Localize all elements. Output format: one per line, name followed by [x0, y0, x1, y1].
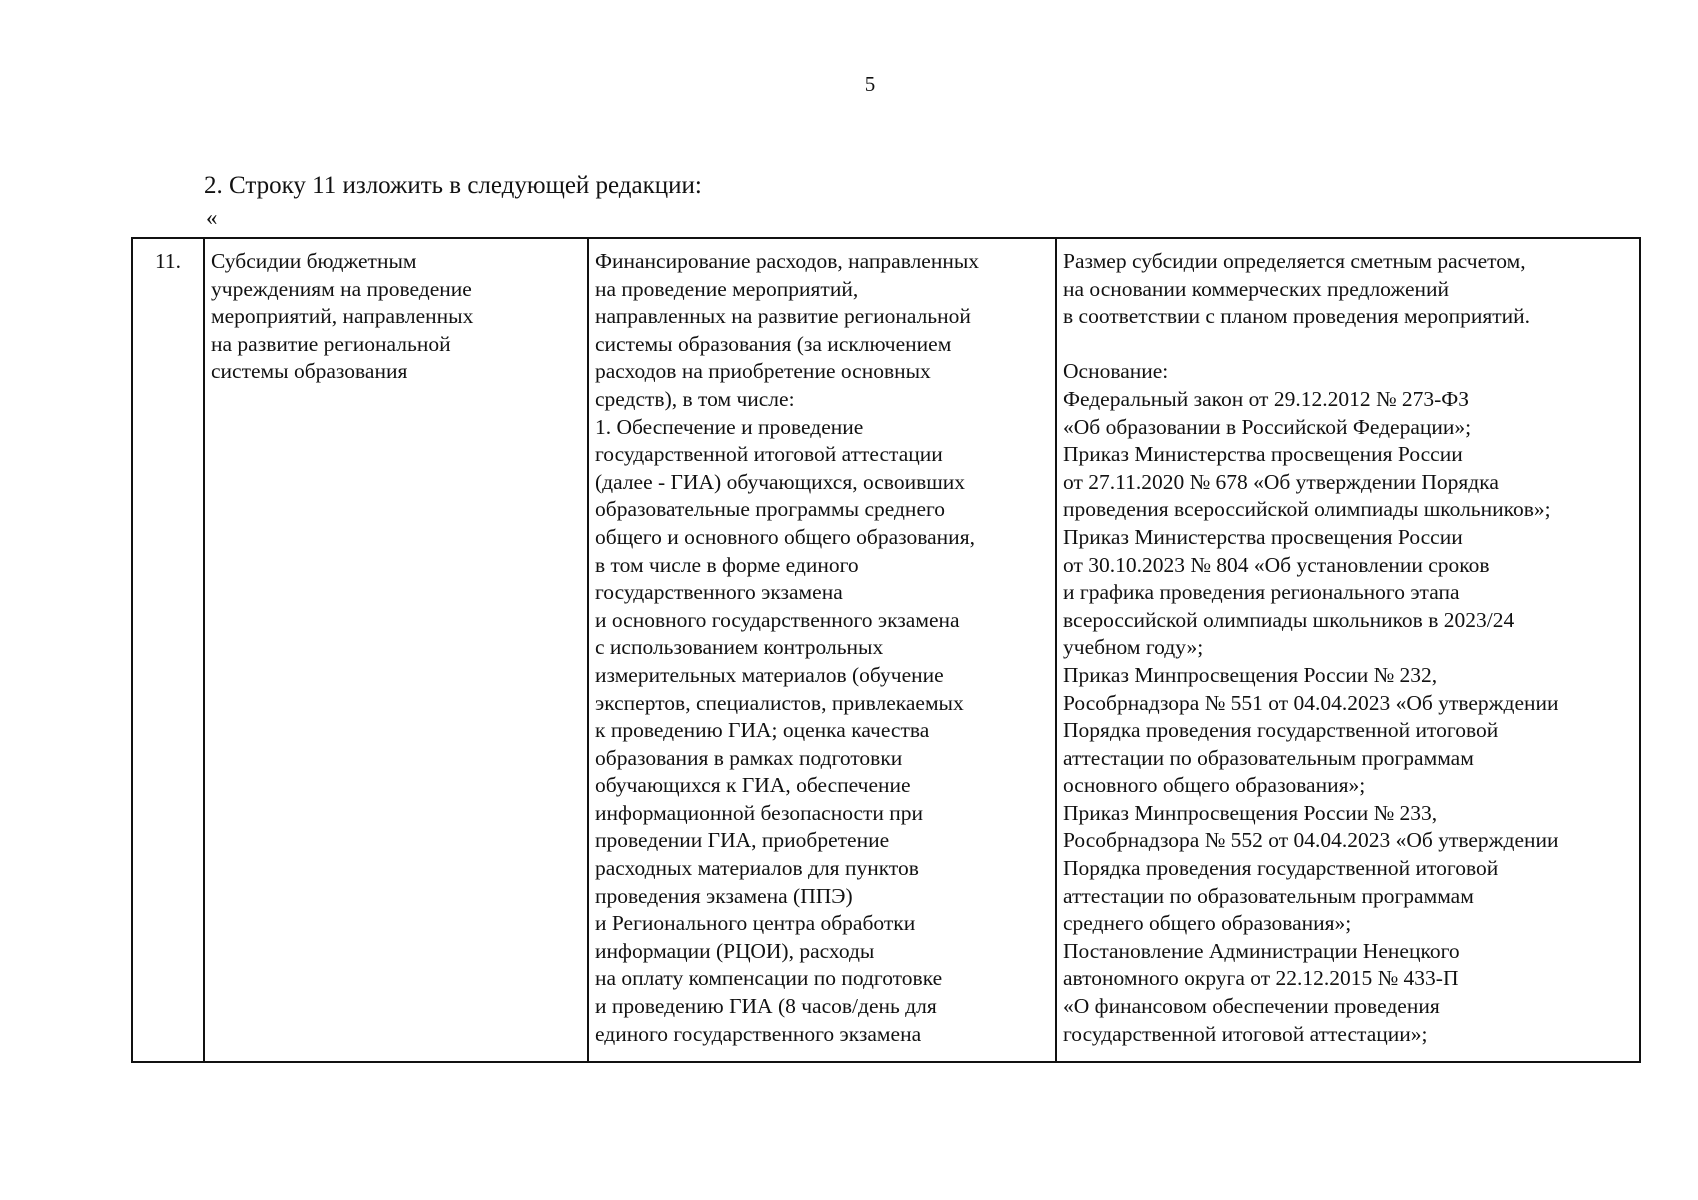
expense-description-line: и проведению ГИА (8 часов/день для: [595, 994, 937, 1019]
subsidy-size-line: Размер субсидии определяется сметным расчетом,: [1063, 249, 1526, 273]
paragraph-gap: [1063, 331, 1635, 359]
expense-description-line: на оплату компенсации по подготовке: [595, 966, 943, 991]
expense-name-line: Субсидии бюджетным: [211, 249, 417, 273]
expense-description-line: направленных на развитие региональной: [595, 304, 971, 329]
legal-basis-line: «О финансовом обеспечении проведения: [1063, 994, 1440, 1019]
expense-description-line: обучающихся к ГИА, обеспечение: [595, 773, 911, 798]
legal-basis-line: Основание:: [1063, 359, 1169, 384]
expense-description-line: и Регионального центра обработки: [595, 911, 916, 936]
legal-basis-line: Приказ Министерства просвещения России: [1063, 442, 1463, 467]
expense-description-cell: [588, 238, 1056, 1062]
expense-description-line: единого государственного экзамена: [595, 1021, 922, 1046]
legal-basis-line: аттестации по образовательным программам: [1063, 745, 1474, 770]
expense-description-line: общего и основного общего образования,: [595, 524, 975, 549]
subsidy-size-line: на основании коммерческих предложений: [1063, 276, 1450, 301]
opening-quote-mark: «: [206, 205, 218, 230]
legal-basis-line: среднего общего образования»;: [1063, 911, 1352, 936]
row-number-cell: [132, 238, 204, 1062]
legal-basis-line: от 27.11.2020 № 678 «Об утверждении Порядка: [1063, 469, 1499, 494]
legal-basis-line: Рособрнадзора № 552 от 04.04.2023 «Об утверждении: [1063, 828, 1559, 853]
subsidy-size-line: в соответствии с планом проведения мероприятий.: [1063, 304, 1531, 329]
expense-description-line: к проведению ГИА; оценка качества: [595, 718, 930, 743]
legal-basis-line: всероссийской олимпиады школьников в 2023/24: [1063, 607, 1515, 632]
legal-basis-line: Порядка проведения государственной итоговой: [1063, 718, 1499, 743]
expense-description-line: образования в рамках подготовки: [595, 745, 903, 770]
calculation-basis-cell: [1056, 238, 1640, 1062]
legal-basis-line: Постановление Администрации Ненецкого: [1063, 938, 1460, 963]
page-number: 5: [864, 72, 876, 96]
expense-description-line: (далее - ГИА) обучающихся, освоивших: [595, 469, 966, 494]
amendment-table: [131, 237, 1641, 1063]
expense-description-line: системы образования (за исключением: [595, 331, 952, 356]
legal-basis-line: Федеральный закон от 29.12.2012 № 273-ФЗ: [1063, 386, 1470, 411]
expense-description-text: [595, 248, 1051, 1048]
legal-basis-line: проведения всероссийской олимпиады школьников»;: [1063, 497, 1551, 522]
expense-description-line: с использованием контрольных: [595, 635, 884, 660]
expense-description-line: в том числе в форме единого: [595, 552, 859, 577]
expense-name-text: [211, 248, 583, 386]
expense-description-line: экспертов, специалистов, привлекаемых: [595, 690, 964, 715]
expense-description-line: информационной безопасности при: [595, 800, 924, 825]
expense-description-line: измерительных материалов (обучение: [595, 662, 944, 687]
expense-description-line: государственного экзамена: [595, 580, 843, 605]
expense-description-line: проведения экзамена (ППЭ): [595, 883, 853, 908]
expense-description-line: 1. Обеспечение и проведение: [595, 414, 864, 439]
expense-description-line: на проведение мероприятий,: [595, 276, 859, 301]
legal-basis-line: основного общего образования»;: [1063, 773, 1366, 798]
table-row: [132, 238, 1640, 1062]
legal-basis-line: Приказ Минпросвещения России № 233,: [1063, 800, 1438, 825]
expense-description-line: проведении ГИА, приобретение: [595, 828, 890, 853]
expense-name-cell: [204, 238, 588, 1062]
expense-description-line: и основного государственного экзамена: [595, 607, 960, 632]
subsidy-size-text: [1063, 248, 1635, 331]
row-number: 11.: [154, 249, 182, 273]
expense-description-line: образовательные программы среднего: [595, 497, 946, 522]
expense-name-line: мероприятий, направленных: [211, 304, 474, 329]
legal-basis-line: государственной итоговой аттестации»;: [1063, 1021, 1428, 1046]
legal-basis-line: автономного округа от 22.12.2015 № 433-П: [1063, 966, 1459, 991]
legal-basis-line: Порядка проведения государственной итоговой: [1063, 856, 1499, 881]
expense-description-line: расходов на приобретение основных: [595, 359, 931, 384]
expense-description-line: информации (РЦОИ), расходы: [595, 938, 875, 963]
legal-basis-line: Рособрнадзора № 551 от 04.04.2023 «Об утверждении: [1063, 690, 1559, 715]
legal-basis-line: «Об образовании в Российской Федерации»;: [1063, 414, 1472, 439]
expense-description-line: государственной итоговой аттестации: [595, 442, 943, 467]
expense-name-line: системы образования: [211, 359, 408, 384]
legal-basis-line: Приказ Минпросвещения России № 232,: [1063, 662, 1438, 687]
expense-name-line: на развитие региональной: [211, 331, 451, 356]
legal-basis-line: учебном году»;: [1063, 635, 1204, 660]
legal-basis-line: аттестации по образовательным программам: [1063, 883, 1474, 908]
legal-basis-line: Приказ Министерства просвещения России: [1063, 524, 1463, 549]
expense-description-line: Финансирование расходов, направленных: [595, 249, 980, 273]
expense-description-line: средств), в том числе:: [595, 386, 795, 411]
expense-description-line: расходных материалов для пунктов: [595, 856, 919, 881]
amendment-instruction: 2. Строку 11 изложить в следующей редакции:: [204, 172, 702, 199]
legal-basis-line: и графика проведения регионального этапа: [1063, 580, 1460, 605]
legal-basis-text: [1063, 358, 1635, 1048]
legal-basis-line: от 30.10.2023 № 804 «Об установлении сроков: [1063, 552, 1490, 577]
expense-name-line: учреждениям на проведение: [211, 276, 472, 301]
